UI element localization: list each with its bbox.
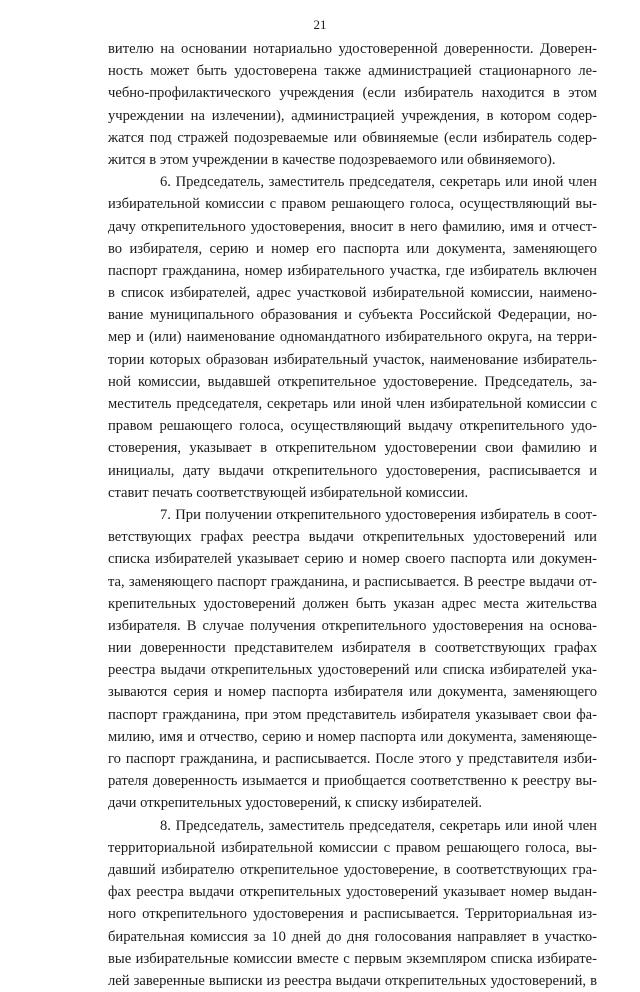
text-line: 8. Председатель, заместитель председателя, секретарь или иной член <box>160 817 597 834</box>
paragraph-clause-6 <box>108 171 597 504</box>
text-line: фах реестра выдачи открепительных удостоверений указывает номер выдан- <box>108 884 597 901</box>
text-line: жится в этом учреждении в качестве подозреваемого или обвиняемого). <box>108 151 556 168</box>
text-line: 7. При получении открепительного удостоверения избиратель в соот- <box>160 506 597 523</box>
text-line: та, заменяющего паспорт гражданина, и расписывается. В реестре выдачи от- <box>108 573 597 590</box>
text-line: го паспорт гражданина, и расписывается. После этого у представителя изби- <box>108 751 597 767</box>
document-body <box>108 38 597 992</box>
text-line: инициалы, дату выдачи открепительного удостоверения, расписывается и <box>108 462 597 479</box>
text-line: чебно-профилактического учреждения (если избиратель находится в этом <box>108 85 597 102</box>
text-line: реестра выдачи открепительных удостоверений или списка избирателей ука- <box>108 662 597 679</box>
text-line: избирательной комиссии с правом решающего голоса, осуществляющий вы- <box>108 196 597 213</box>
text-line: дачи открепительных удостоверений, к списку избирателей. <box>108 795 483 812</box>
text-line: давший избирателю открепительное удостоверение, в соответствующих гра- <box>108 861 597 878</box>
text-line: учреждении на излечении), администрацией учреждения, в котором содер- <box>108 107 597 124</box>
text-line: рателя доверенность изымается и приобщается соответственно к реестру вы- <box>108 773 597 790</box>
text-line: вые избирательные комиссии вместе с первым экземпляром списка избирате- <box>108 950 597 967</box>
text-line: дачу открепительного удостоверения, вносит в него фамилию, имя и отчест- <box>108 218 597 235</box>
text-line: во избирателя, серию и номер его паспорта или документа, заменяющего <box>108 240 597 257</box>
text-line: ставит печать соответствующей избирательной комиссии. <box>108 484 469 501</box>
text-line: тории которых образован избирательный участок, наименование избиратель- <box>108 351 597 368</box>
text-line: ность может быть удостоверена также администрацией стационарного ле- <box>108 63 597 80</box>
text-line: территориальной избирательной комиссии с правом решающего голоса, вы- <box>108 839 597 856</box>
text-line: меститель председателя, секретарь или иной член избирательной комиссии с <box>108 396 597 412</box>
text-line: лей заверенные выписки из реестра выдачи открепительных удостоверений, в <box>108 972 597 989</box>
text-line: в список избирателей, адрес участковой избирательной комиссии, наимено- <box>108 285 597 302</box>
text-line: ветствующих графах реестра выдачи открепительных удостоверений или <box>108 529 597 546</box>
text-line: паспорт гражданина, номер избирательного участка, где избиратель включен <box>108 262 597 279</box>
text-line: милию, имя и отчество, серию и номер паспорта или документа, заменяюще- <box>108 728 597 745</box>
text-line: бирательная комиссия за 10 дней до дня голосования направляет в участко- <box>108 928 597 945</box>
paragraph-clause-8 <box>108 815 597 992</box>
text-line: мер и (или) наименование одномандатного избирательного округа, на терри- <box>108 329 597 346</box>
text-line: паспорт гражданина, при этом представитель избирателя указывает свои фа- <box>108 706 597 723</box>
text-line: ной комиссии, выдавшей открепительное удостоверение. Председатель, за- <box>108 373 597 390</box>
paragraph-continuation <box>108 38 597 171</box>
text-line: избирателя. В случае получения открепительного удостоверения на основа- <box>108 617 597 634</box>
text-line: вителю на основании нотариально удостоверенной доверенности. Доверен- <box>108 41 597 57</box>
paragraph-clause-7 <box>108 504 597 815</box>
text-line: правом решающего голоса, осуществляющий выдачу открепительного удо- <box>108 418 597 435</box>
text-line: списка избирателей указывает серию и номер своего паспорта или докумен- <box>108 551 597 568</box>
text-line: крепительных удостоверений должен быть указан адрес места жительства <box>108 595 597 612</box>
text-line: жатся под стражей подозреваемые или обвиняемые (если избиратель содер- <box>108 129 597 146</box>
text-line: вание муниципального образования и субъекта Российской Федерации, но- <box>108 307 597 324</box>
text-line: стоверения, указывает в открепительном удостоверении свои фамилию и <box>108 440 597 457</box>
text-line: ного открепительного удостоверения и расписывается. Территориальная из- <box>108 906 597 923</box>
page-number: 21 <box>313 17 327 32</box>
text-line: зываются серия и номер паспорта избирателя или документа, заменяющего <box>108 684 597 701</box>
text-line: нии доверенности представителем избирателя в соответствующих графах <box>108 640 597 657</box>
text-line: 6. Председатель, заместитель председателя, секретарь или иной член <box>160 174 597 191</box>
